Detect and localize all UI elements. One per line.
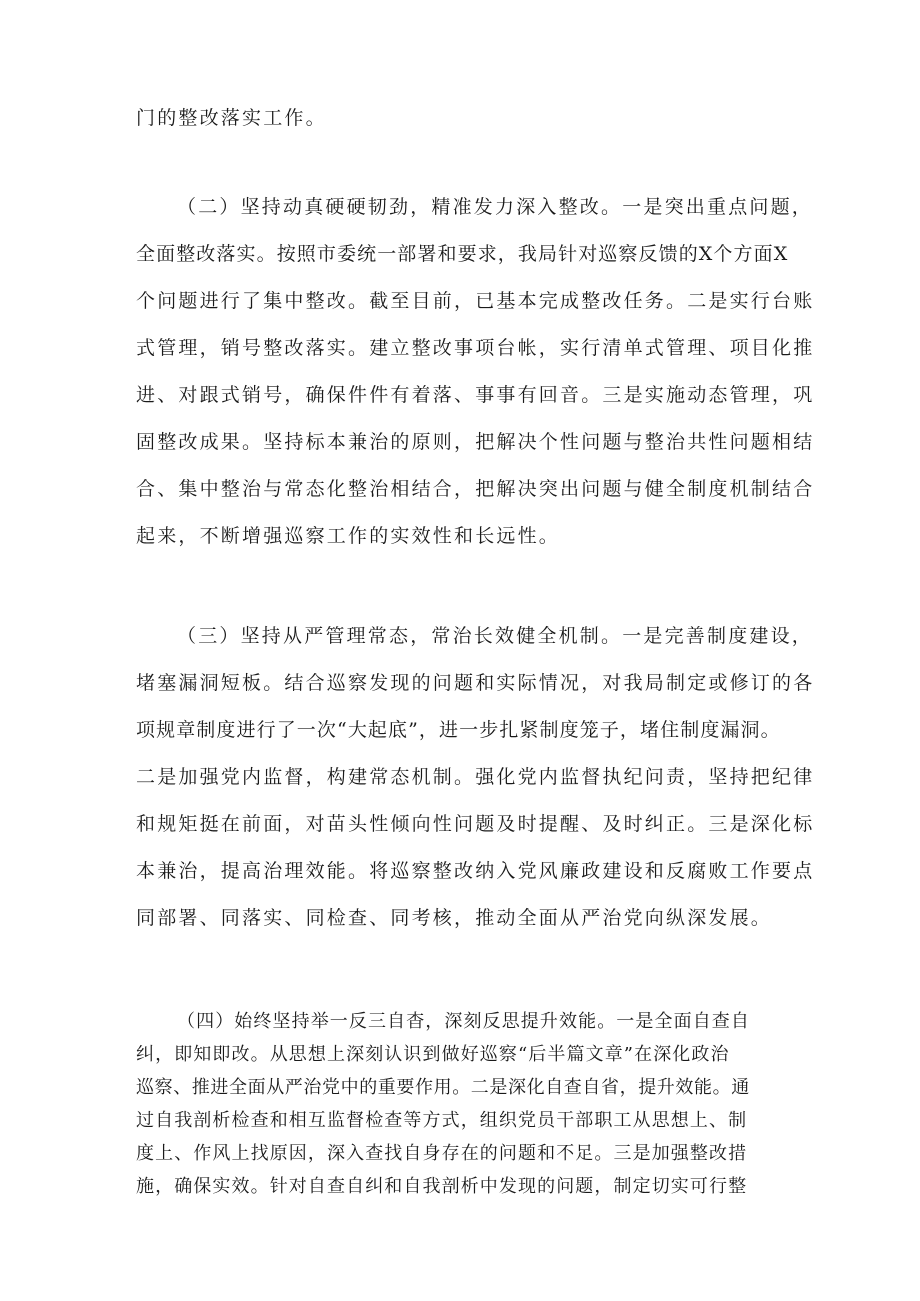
section-heading-line: （三）坚持从严管理常态，常治长效健全机制。一是完善制度建设， [177,625,814,647]
section-heading-line: （二）坚持动真硬硬韧劲，精准发力深入整改。一是突出重点问题， [177,196,814,218]
paragraph-line: 本兼治，提高治理效能。将巡察整改纳入党风廉政建设和反腐败工作要点 [136,860,815,882]
paragraph-line: 式管理，销号整改落实。建立整改事项台帐，实行清单式管理、项目化推 [136,337,815,359]
paragraph-line: 度上、作风上找原因，深入查找自身存在的问题和不足。三是加强整改措 [136,1143,748,1164]
paragraph-line: 起来，不断增强巡察工作的实效性和长远性。 [136,525,561,547]
paragraph-line: 施，确保实效。针对自查自纠和自我剖析中发现的问题，制定切实可行整 [136,1176,748,1197]
paragraph-line: 二是加强党内监督，构建常态机制。强化党内监督执纪问责，坚持把纪律 [136,766,815,788]
paragraph-line: 项规章制度进行了一次“大起底”，进一步扎紧制度笼子，堵住制度漏洞。 [136,719,781,741]
paragraph-line: 同部署、同落实、同检查、同考核，推动全面从严治党向纵深发展。 [136,907,773,929]
paragraph-line: 和规矩挺在前面，对苗头性倾向性问题及时提醒、及时纠正。三是深化标 [136,813,815,835]
paragraph-line: 个问题进行了集中整改。截至目前，已基本完成整改任务。二是实行台账 [136,290,815,312]
paragraph-line: 全面整改落实。按照市委统一部署和要求，我局针对巡察反馈的X个方面X [136,243,789,265]
paragraph-line: 门的整改落实工作。 [136,107,327,129]
section-heading-line: （四）始终坚持举一反三自杳，深刻反思提升效能。一是全面自查自 [177,1011,750,1032]
paragraph-line: 纠，即知即改。从思想上深刻认识到做好巡察“后半篇文章”在深化政治 [136,1044,730,1065]
paragraph-line: 固整改成果。坚持标本兼治的原则，把解决个性问题与整治共性问题相结 [136,431,815,453]
paragraph-line: 合、集中整治与常态化整治相结合，把解决突出问题与健全制度机制结合 [136,478,815,500]
paragraph-line: 堵塞漏洞短板。结合巡察发现的问题和实际情况，对我局制定或修订的各 [136,672,815,694]
paragraph-line: 过自我剖析检查和相互监督检查等方式，组织党员干部职工从思想上、制 [136,1110,748,1131]
paragraph-line: 巡察、推进全面从严治党中的重要作用。二是深化自查自省，提升效能。通 [136,1077,750,1098]
paragraph-line: 进、对跟式销号，确保件件有着落、事事有回音。三是实施动态管理，巩 [136,384,815,406]
